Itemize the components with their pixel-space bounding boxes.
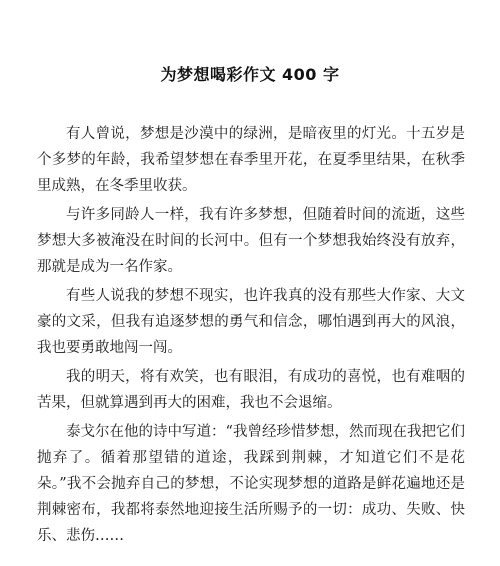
paragraph-4: 我的明天，将有欢笑，也有眼泪，有成功的喜悦，也有难咽的苦果，但就算遇到再大的困难，我也不会退缩。 [37, 369, 465, 411]
paragraph-1: 有人曾说，梦想是沙漠中的绿洲，是暗夜里的灯光。十五岁是个多梦的年龄，我希望梦想在春季里开花，在夏季里结果，在秋季里成熟，在冬季里收获。 [37, 126, 465, 194]
document-body [37, 121, 465, 552]
paragraph-3: 有些人说我的梦想不现实，也许我真的没有那些大作家、大文豪的文采，但我有追逐梦想的勇气和信念，哪怕遇到再大的风浪，我也要勇敢地闯一闯。 [37, 288, 465, 356]
paragraph-2: 与许多同龄人一样，我有许多梦想，但随着时间的流逝，这些梦想大多被淹没在时间的长河中。但有一个梦想我始终没有放弃，那就是成为一名作家。 [37, 207, 465, 275]
document-title: 为梦想喝彩作文 400 字 [160, 65, 340, 84]
paragraph-5: 泰戈尔在他的诗中写道：“我曾经珍惜梦想，然而现在我把它们抛弃了。循着那望错的道途，我踩到荆棘，才知道它们不是花朵。”我不会抛弃自己的梦想，不论实现梦想的道路是鲜花遍地还是荆棘密布，我都将泰然地迎接生活所赐予的一切：成功、失败、快乐、悲伤…… [37, 424, 465, 544]
